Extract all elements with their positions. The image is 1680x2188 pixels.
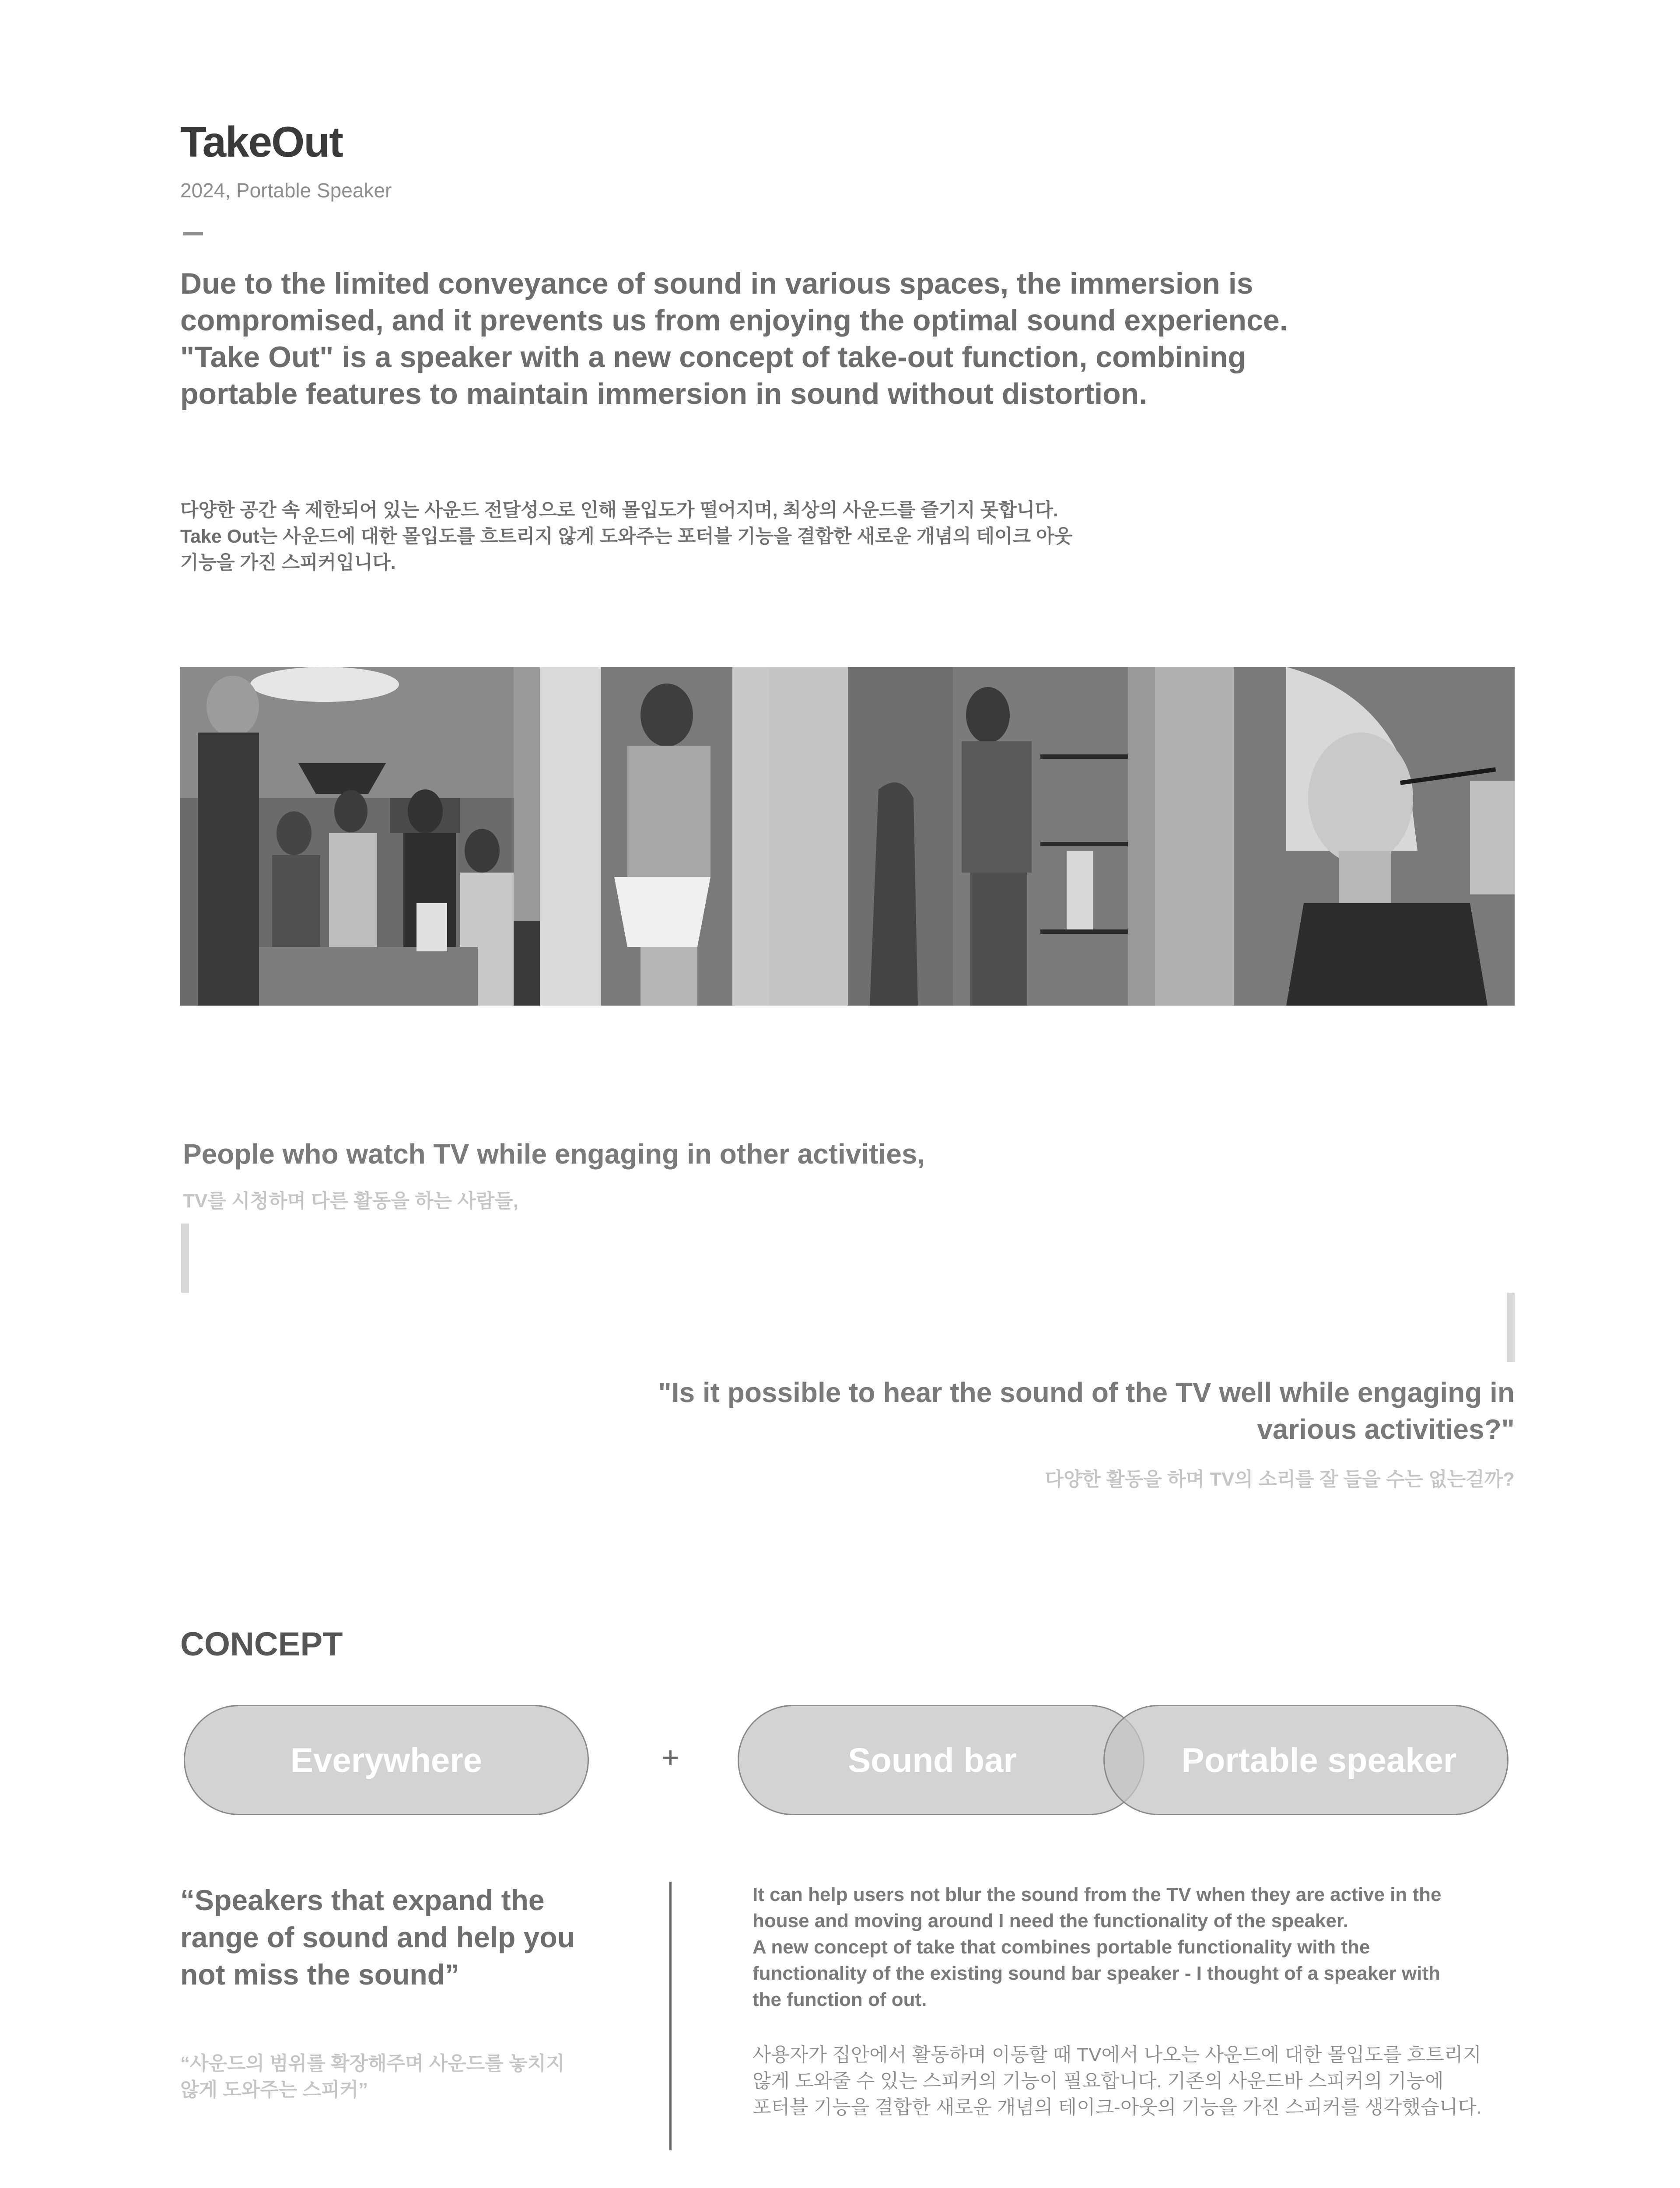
question-english [465, 1374, 1515, 1448]
quote-en-line: “Speakers that expand the [180, 1884, 545, 1916]
intro-ko-line: 기능을 가진 스피커입니다. [180, 552, 396, 573]
desc-ko-line: 사용자가 집안에서 활동하며 이동할 때 TV에서 나오는 사운드에 대한 몰입도를 흐트리지 [752, 2044, 1482, 2065]
photo-makeup [1155, 667, 1515, 1006]
concept-pill-portable-speaker: Portable speaker [1103, 1705, 1508, 1815]
accent-bar-left [181, 1224, 189, 1293]
desc-en-line: house and moving around I need the functionality of the speaker. [752, 1910, 1348, 1932]
desc-en-line: the function of out. [752, 1989, 927, 2010]
quote-en-line: not miss the sound” [180, 1958, 460, 1991]
intro-en-line: Due to the limited conveyance of sound in various spaces, the immersion is [180, 267, 1253, 300]
question-en-line: "Is it possible to hear the sound of the TV well while engaging in [658, 1377, 1515, 1408]
intro-en-line: portable features to maintain immersion in sound without distortion. [180, 377, 1148, 410]
desc-ko-line: 않게 도와줄 수 있는 스피커의 기능이 필요합니다. 기존의 사운드바 스피커의 기능에 [752, 2070, 1444, 2092]
desc-en-line: It can help users not blur the sound from the TV when they are active in the [752, 1884, 1442, 1905]
photo-bookshelf [769, 667, 1155, 1006]
photo-kitchen-party [180, 667, 514, 1006]
title-divider [183, 232, 203, 235]
desc-ko-line: 포터블 기능을 결합한 새로운 개념의 테이크-아웃의 기능을 가진 스피커를 생각했습니다. [752, 2097, 1482, 2118]
concept-heading: CONCEPT [180, 1626, 343, 1663]
project-title: TakeOut [180, 118, 343, 166]
plus-sign: + [662, 1740, 679, 1774]
question-korean: 다양한 활동을 하며 TV의 소리를 잘 들을 수는 없는걸까? [1045, 1469, 1515, 1490]
intro-ko-line: 다양한 공간 속 제한되어 있는 사운드 전달성으로 인해 몰입도가 떨어지며, 최상의 사운드를 즐기지 못합니다. [180, 500, 1058, 521]
concept-description-english [752, 1882, 1522, 2013]
question-en-line: various activities?" [1257, 1413, 1515, 1445]
intro-ko-line: Take Out는 사운드에 대한 몰입도를 흐트리지 않게 도와주는 포터블 기능을 결합한 새로운 개념의 테이크 아웃 [180, 526, 1073, 547]
desc-en-line: functionality of the existing sound bar speaker - I thought of a speaker with [752, 1963, 1440, 1984]
quote-ko-line: “사운드의 범위를 확장해주며 사운드를 놓치지 [180, 2053, 565, 2074]
quote-ko-line: 않게 도와주는 스피커” [180, 2079, 368, 2100]
vertical-divider [669, 1882, 672, 2150]
concept-quote-korean [180, 2051, 618, 2103]
concept-quote-english [180, 1882, 626, 1993]
lifestyle-photo-strip [180, 667, 1515, 1006]
intro-en-line: "Take Out" is a speaker with a new concept of take-out function, combining [180, 340, 1246, 374]
intro-korean [180, 497, 1186, 576]
target-users-korean: TV를 시청하며 다른 활동을 하는 사람들, [183, 1190, 519, 1212]
concept-pill-everywhere: Everywhere [184, 1705, 589, 1815]
intro-english [180, 265, 1288, 412]
target-users-english: People who watch TV while engaging in other activities, [183, 1138, 925, 1170]
accent-bar-right [1507, 1293, 1515, 1362]
desc-en-line: A new concept of take that combines portable functionality with the [752, 1936, 1370, 1958]
concept-description-korean [752, 2042, 1522, 2121]
intro-en-line: compromised, and it prevents us from enjoying the optimal sound experience. [180, 304, 1288, 337]
quote-en-line: range of sound and help you [180, 1921, 575, 1953]
project-subtitle: 2024, Portable Speaker [180, 179, 392, 202]
photo-laundry [514, 667, 769, 1006]
concept-pill-sound-bar: Sound bar [738, 1705, 1144, 1815]
